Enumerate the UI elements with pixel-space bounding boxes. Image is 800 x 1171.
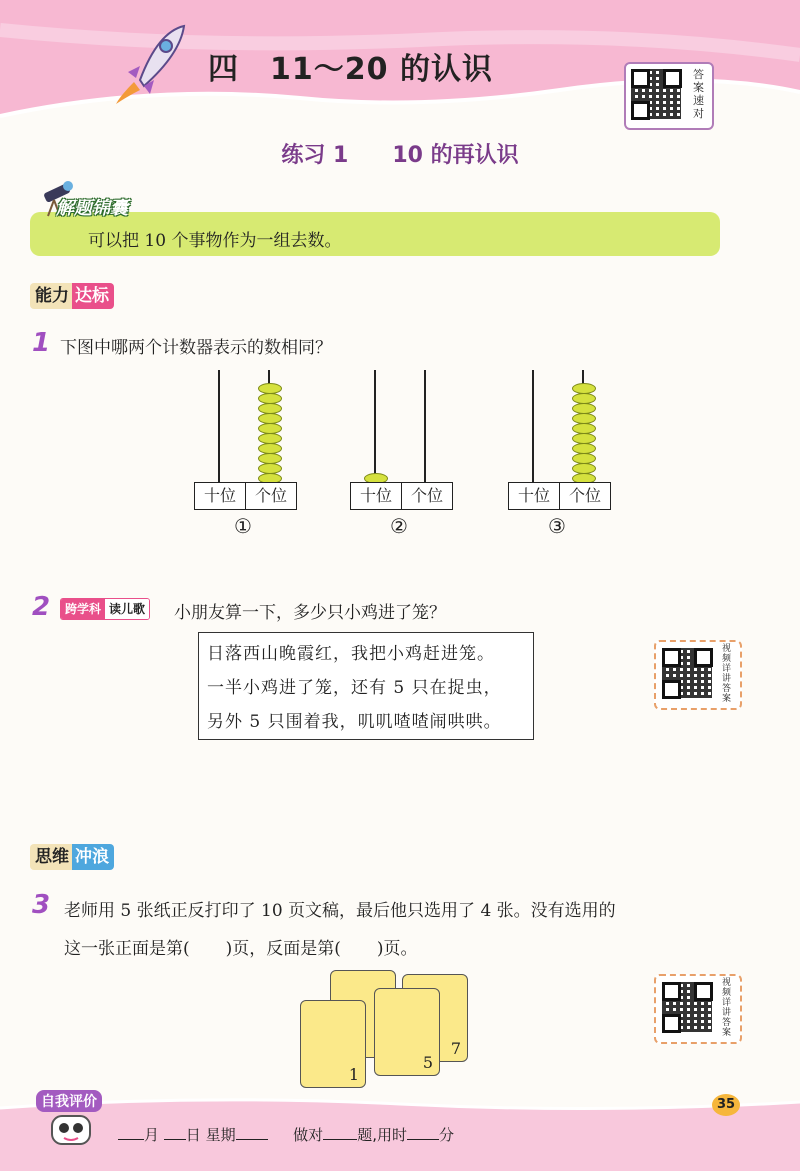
chapter-title: 四 11～20 的认识 bbox=[208, 52, 493, 87]
abacus-rod bbox=[374, 370, 376, 484]
abacus-bead bbox=[258, 463, 282, 474]
section-thinking-tag: 思维 冲浪 bbox=[30, 844, 114, 870]
tip-text: 可以把 10 个事物作为一组去数。 bbox=[88, 231, 342, 251]
abacus-bead bbox=[258, 443, 282, 454]
abacus-bead bbox=[572, 403, 596, 414]
lesson-title: 练习 1 10 的再认识 bbox=[281, 143, 519, 168]
place-value-label: 十位 个位 bbox=[194, 482, 297, 510]
counter-number-label: ① bbox=[234, 514, 252, 538]
video-qr-code[interactable] bbox=[654, 640, 742, 710]
self-evaluation-label: 自我评价 bbox=[36, 1090, 102, 1112]
qr-caption: 答 案 速 对 bbox=[693, 68, 704, 120]
question-3-line1: 老师用 5 张纸正反打印了 10 页文稿，最后他只选用了 4 张。没有选用的 bbox=[64, 901, 616, 921]
abacus-bead bbox=[572, 443, 596, 454]
qr-caption: 视 频 详 讲 答 案 bbox=[721, 978, 731, 1038]
abacus-bead bbox=[258, 383, 282, 394]
counter-number-label: ② bbox=[390, 514, 408, 538]
poem-line: 另外 5 只围着我，叽叽喳喳闹哄哄。 bbox=[207, 712, 502, 732]
rocket-icon bbox=[110, 22, 190, 106]
tip-title: 解题锦囊 bbox=[56, 198, 128, 219]
month-blank[interactable] bbox=[118, 1139, 144, 1140]
interdisciplinary-tag: 跨学科 读儿歌 bbox=[60, 598, 150, 620]
robot-mascot-icon bbox=[46, 1112, 96, 1152]
question-2-number: 2 bbox=[32, 592, 51, 622]
paper-card: 5 bbox=[374, 988, 440, 1076]
abacus-bead bbox=[258, 403, 282, 414]
counter-number-label: ③ bbox=[548, 514, 566, 538]
abacus-rod bbox=[532, 370, 534, 484]
abacus-bead bbox=[258, 453, 282, 464]
question-1-text: 下图中哪两个计数器表示的数相同？ bbox=[60, 338, 332, 358]
abacus-bead bbox=[258, 423, 282, 434]
page-number: 35 bbox=[712, 1094, 740, 1116]
poem-line: 一半小鸡进了笼，还有 5 只在捉虫， bbox=[207, 678, 502, 698]
footer-record: 月 日 星期 做对 题,用时 分 bbox=[118, 1124, 454, 1145]
poem-box bbox=[198, 632, 534, 740]
abacus-bead bbox=[572, 433, 596, 444]
abacus-bead bbox=[258, 413, 282, 424]
section-ability-tag: 能力 达标 bbox=[30, 283, 114, 309]
abacus-bead bbox=[572, 393, 596, 404]
day-blank[interactable] bbox=[164, 1139, 186, 1140]
question-1-number: 1 bbox=[32, 328, 51, 358]
abacus-bead bbox=[572, 463, 596, 474]
qr-caption: 视 频 详 讲 答 案 bbox=[721, 644, 731, 704]
poem-line: 日落西山晚霞红，我把小鸡赶进笼。 bbox=[207, 644, 495, 664]
abacus-rod bbox=[424, 370, 426, 484]
place-value-label: 十位 个位 bbox=[508, 482, 611, 510]
question-3-line2: 这一张正面是第( )页，反面是第( )页。 bbox=[64, 939, 418, 959]
abacus-bead bbox=[572, 453, 596, 464]
video-qr-code[interactable] bbox=[654, 974, 742, 1044]
abacus-bead bbox=[258, 433, 282, 444]
abacus-bead bbox=[572, 383, 596, 394]
time-blank[interactable] bbox=[407, 1139, 439, 1140]
correct-count-blank[interactable] bbox=[323, 1139, 357, 1140]
question-3-number: 3 bbox=[32, 890, 51, 920]
paper-card: 1 bbox=[300, 1000, 366, 1088]
weekday-blank[interactable] bbox=[236, 1139, 268, 1140]
paper-card: 7 bbox=[402, 974, 468, 1062]
abacus-rod bbox=[218, 370, 220, 484]
abacus-bead bbox=[572, 423, 596, 434]
abacus-bead bbox=[258, 393, 282, 404]
place-value-label: 十位 个位 bbox=[350, 482, 453, 510]
answer-qr-code[interactable] bbox=[624, 62, 714, 130]
abacus-bead bbox=[572, 413, 596, 424]
question-2-text: 小朋友算一下，多少只小鸡进了笼？ bbox=[174, 603, 446, 623]
